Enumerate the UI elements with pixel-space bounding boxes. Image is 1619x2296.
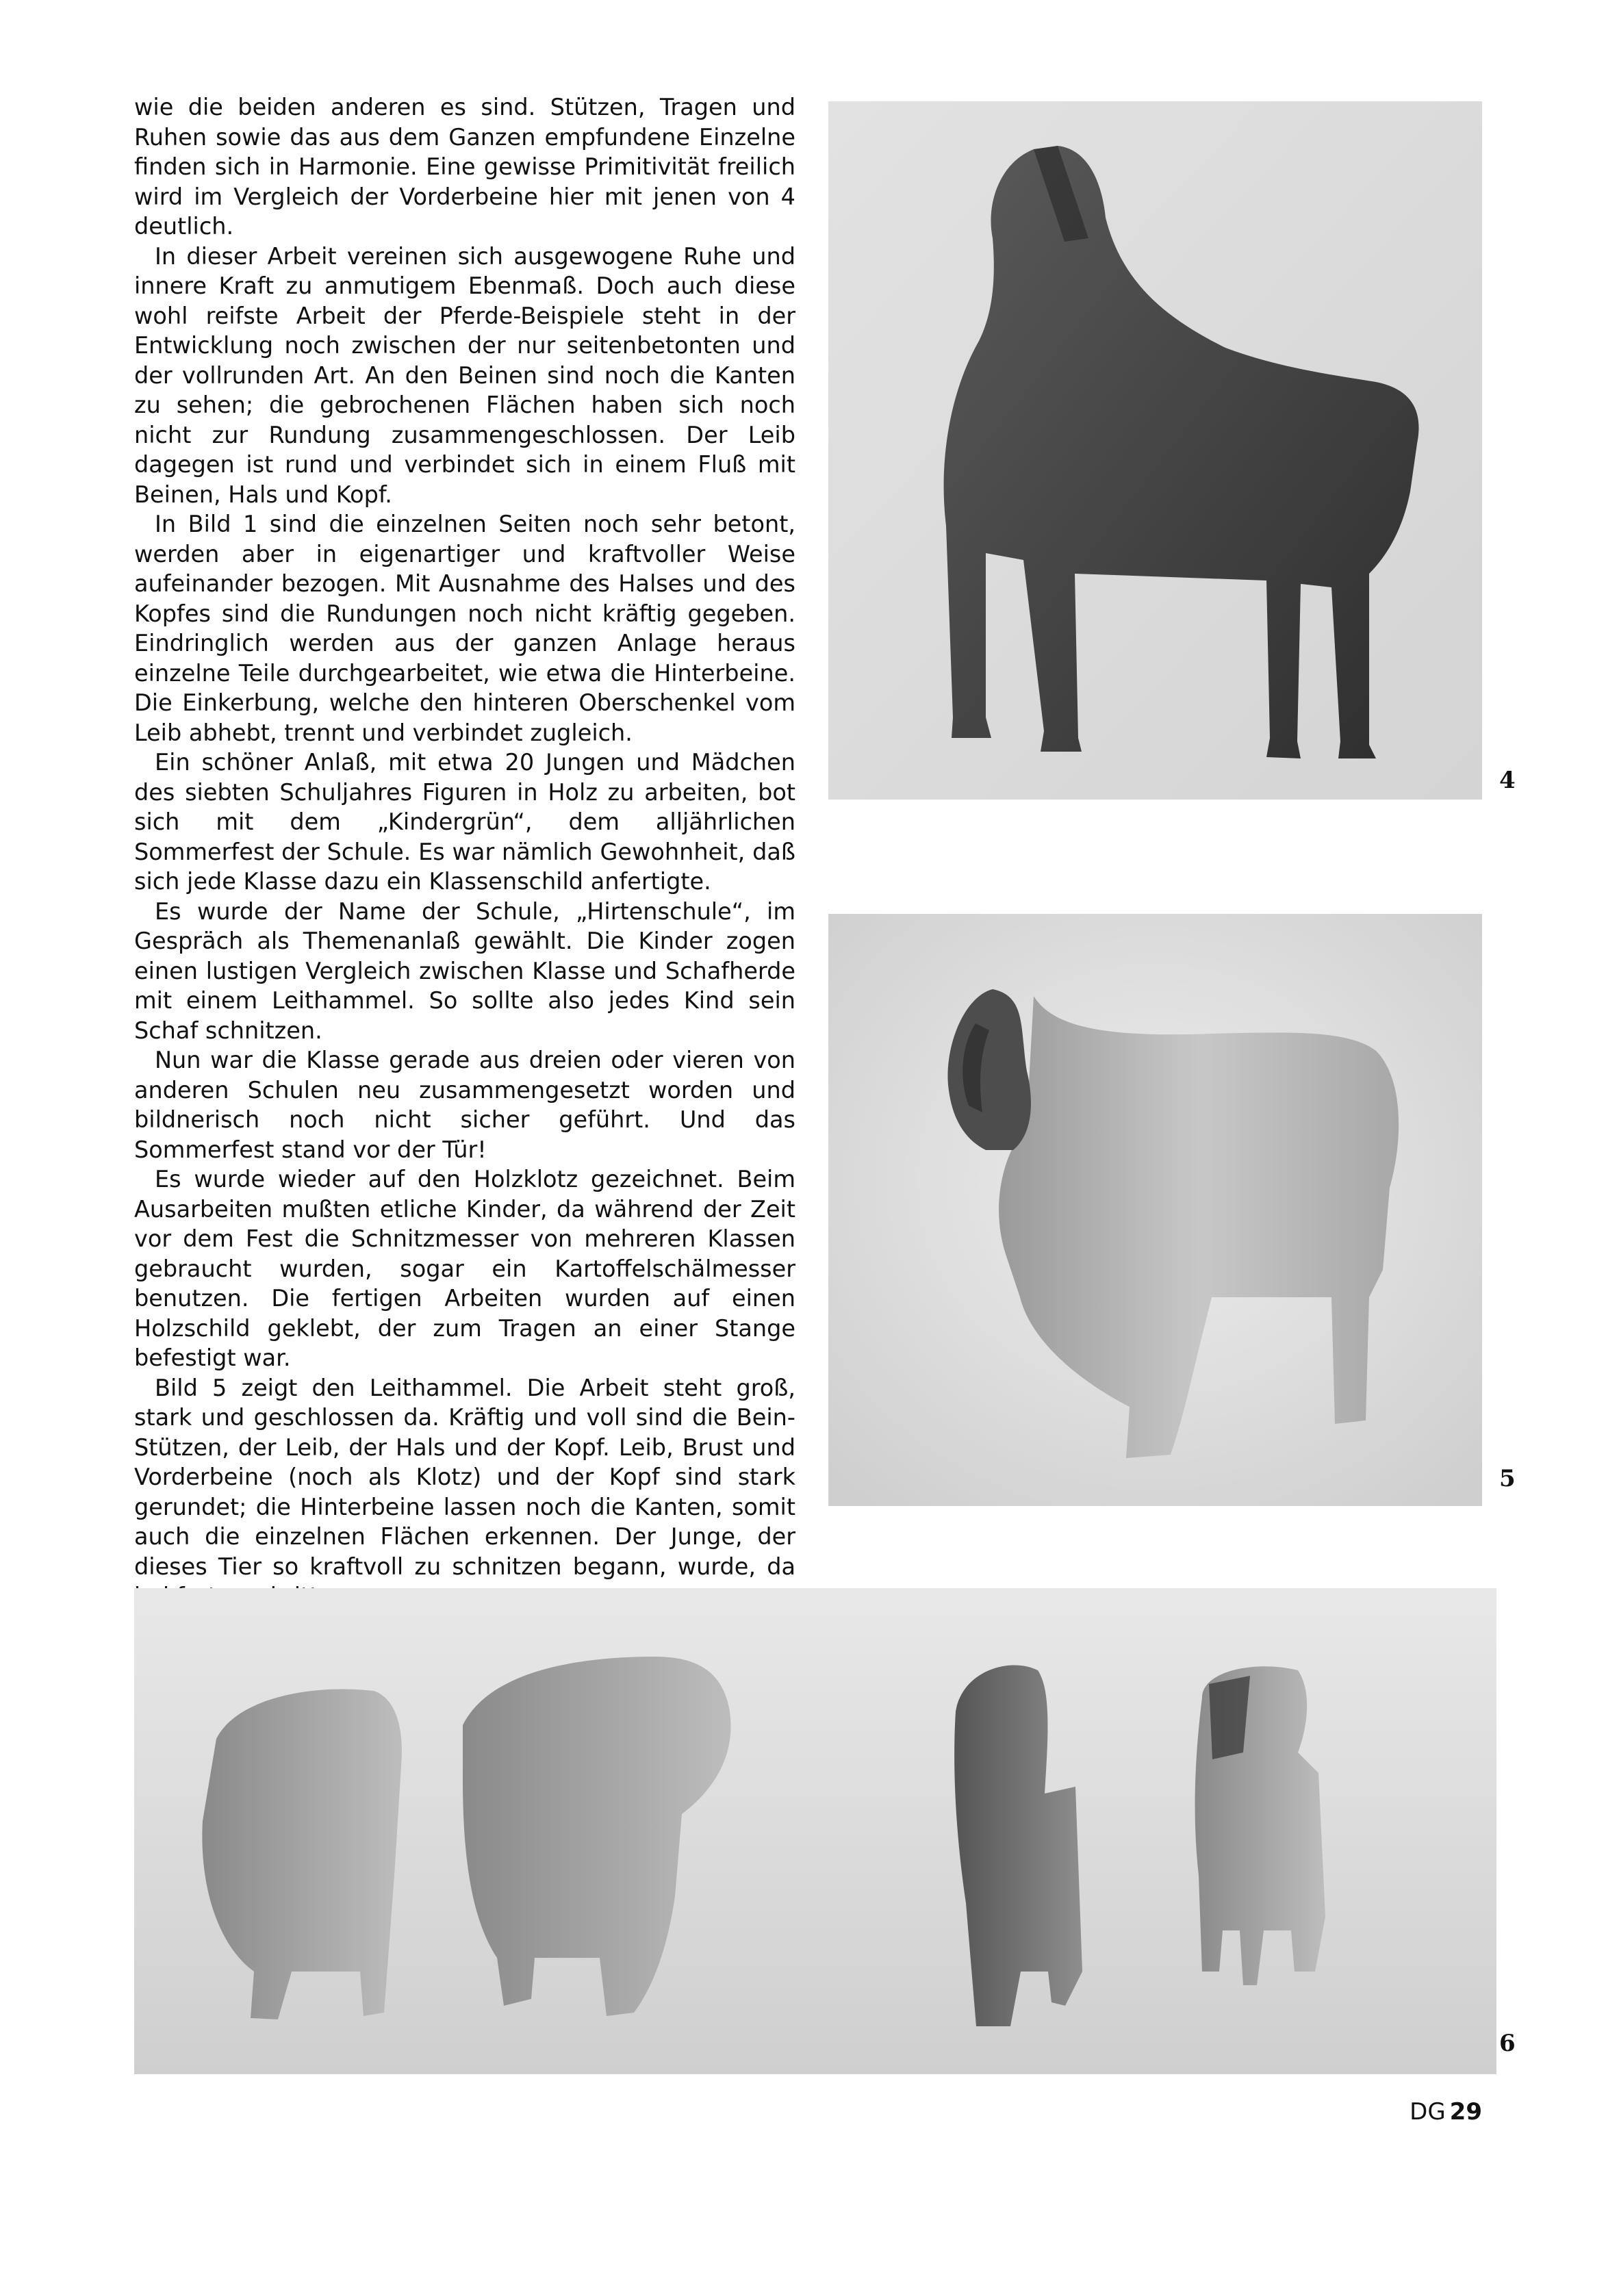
figure-6-photo — [134, 1588, 1496, 2074]
journal-abbrev: DG — [1410, 2098, 1446, 2126]
page-number: 29 — [1449, 2098, 1482, 2126]
paragraph: In Bild 1 sind die einzelnen Seiten noch sehr betont, werden aber in eigenartiger und kraftvoller Weise aufeinander bezogen. Mit Ausnahme des Halses und des Kopfes sind die Rundungen noch nicht kräftig gegeben. Eindringlich werden aus der ganzen Anlage heraus einzelne Teile durchgearbeitet, wie etwa die Hinterbeine. Die Einkerbung, welche den hinteren Oberschenkel vom Leib abhebt, trennt und verbindet zugleich. — [134, 511, 795, 746]
figure-4-photo — [828, 101, 1482, 800]
paragraph: Nun war die Klasse gerade aus dreien oder vieren von anderen Schulen neu zusammengesetzt worden und bildnerisch noch nicht sicher geführt. Und das Sommerfest stand vor der Tür! — [134, 1047, 795, 1163]
article-text — [134, 92, 795, 1611]
figure-5-number: 5 — [1499, 1465, 1516, 1492]
figure-6-number: 6 — [1499, 2030, 1516, 2057]
paragraph: Es wurde der Name der Schule, „Hirtenschule“, im Gespräch als Themenanlaß gewählt. Die Kinder zogen einen lustigen Vergleich zwischen Klasse und Schafherde mit einem Leithammel. So sollte also jedes Kind sein Schaf schnitzen. — [134, 897, 795, 1044]
paragraph: Ein schöner Anlaß, mit etwa 20 Jungen und Mädchen des siebten Schuljahres Figuren in Holz zu arbeiten, bot sich mit dem „Kindergrün“, dem alljährlichen Sommerfest der Schule. Es war nämlich Gewohnheit, daß sich jede Klasse dazu ein Klassenschild anfertigte. — [134, 749, 795, 895]
paragraph: Es wurde wieder auf den Holzklotz gezeichnet. Beim Ausarbeiten mußten etliche Kinder, da während der Zeit vor dem Fest die Schnitzmesser von mehreren Klassen gebraucht wurden, sogar ein Kartoffelschälmesser benutzen. Die fertigen Arbeiten wurden auf einen Holzschild geklebt, der zum Tragen an einer Stange befestigt war. — [134, 1166, 795, 1371]
figure-5-photo — [828, 914, 1482, 1506]
paragraph: Bild 5 zeigt den Leithammel. Die Arbeit steht groß, stark und geschlossen da. Kräftig und voll sind die Bein-Stützen, der Leib, der Hals und der Kopf. Leib, Brust und Vorderbeine (noch als Klotz) und der Kopf sind stark gerundet; die Hinterbeine lassen noch die Kanten, somit auch die einzelnen Flächen erkennen. Der Junge, der dieses Tier so kraftvoll zu schnitzen begann, wurde, da — [134, 1374, 795, 1580]
paragraph: wie die beiden anderen es sind. Stützen, Tragen und Ruhen sowie das aus dem Ganzen empfundene Einzelne finden sich in Harmonie. Eine gewisse Primitivität freilich wird im Vergleich der Vorderbeine hier mit jenen von 4 deutlich. — [134, 94, 795, 240]
figure-4-number: 4 — [1499, 767, 1516, 794]
page-footer — [1410, 2098, 1482, 2126]
paragraph: In dieser Arbeit vereinen sich ausgewogene Ruhe und innere Kraft zu anmutigem Ebenmaß. Doch auch diese wohl reifste Arbeit der Pferde-Beispiele steht in der Entwicklung noch zwischen der nur seitenbetonten und der vollrunden Art. An den Beinen sind noch die Kanten zu sehen; die gebrochenen Flächen haben sich noch nicht zur Rundung zusammengeschlossen. Der Leib dagegen ist rund und verbindet sich in einem Fluß mit Beinen, Hals und Kopf. — [134, 242, 795, 508]
